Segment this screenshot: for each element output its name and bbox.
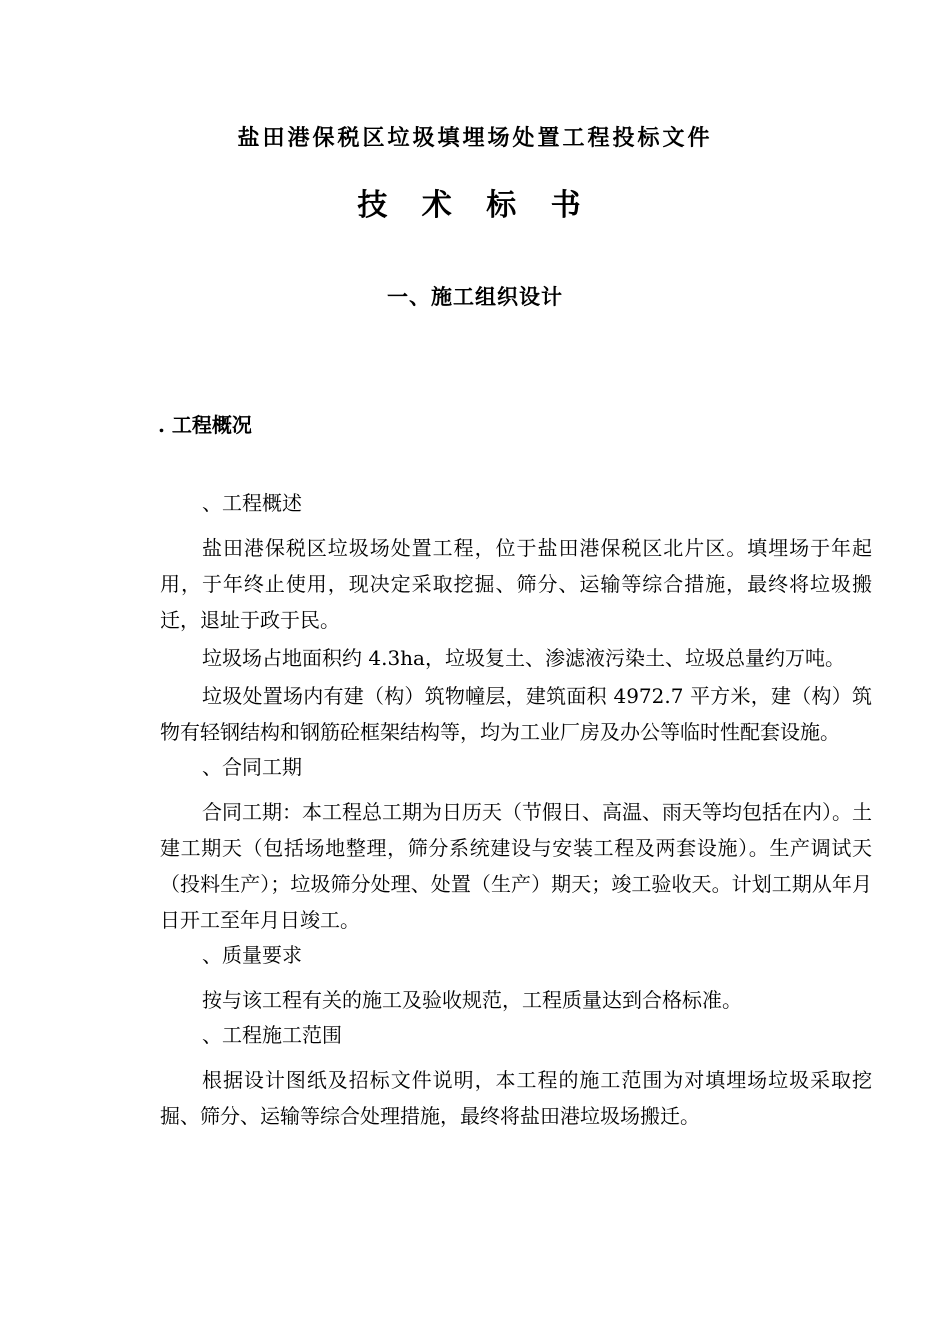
document-subtitle: 技 术 标 书 xyxy=(357,188,593,223)
paragraph-overview-location: 盐田港保税区垃圾场处置工程，位于盐田港保税区北片区。填埋场于年起用，于年终止使用，现决定采取挖掘、筛分、运输等综合措施，最终将垃圾搬迁，退址于政于民。 xyxy=(160,536,872,632)
paragraph-quality: 按与该工程有关的施工及验收规范，工程质量达到合格标准。 xyxy=(202,988,742,1012)
section-title: . 工程概况 xyxy=(158,413,252,437)
paragraph-overview-buildings: 垃圾处置场内有建（构）筑物幢层，建筑面积 4972.7 平方米，建（构）筑物有轻钢结构和钢筋砼框架结构等，均为工业厂房及办公等临时性配套设施。 xyxy=(160,684,872,744)
subsection-title-quality: 、质量要求 xyxy=(202,943,302,967)
subsection-title-scope: 、工程施工范围 xyxy=(202,1023,342,1047)
paragraph-schedule: 合同工期：本工程总工期为日历天（节假日、高温、雨天等均包括在内）。土建工期天（包括场地整理，筛分系统建设与安装工程及两套设施）。生产调试天（投料生产）；垃圾筛分处理、处置（生产）期天；竣工验收天。计划工期从年月日开工至年月日竣工。 xyxy=(160,800,872,932)
subsection-title-schedule: 、合同工期 xyxy=(202,755,302,779)
subsection-title-overview: 、工程概述 xyxy=(202,491,302,515)
document-title: 盐田港保税区垃圾填埋场处置工程投标文件 xyxy=(237,125,713,151)
chapter-title: 一、施工组织设计 xyxy=(387,284,563,309)
paragraph-overview-area: 垃圾场占地面积约 4.3ha，垃圾复土、渗滤液污染土、垃圾总量约万吨。 xyxy=(202,646,845,670)
document-body xyxy=(160,486,872,1134)
paragraph-scope: 根据设计图纸及招标文件说明，本工程的施工范围为对填埋场垃圾采取挖掘、筛分、运输等综合处理措施，最终将盐田港垃圾场搬迁。 xyxy=(160,1068,872,1128)
